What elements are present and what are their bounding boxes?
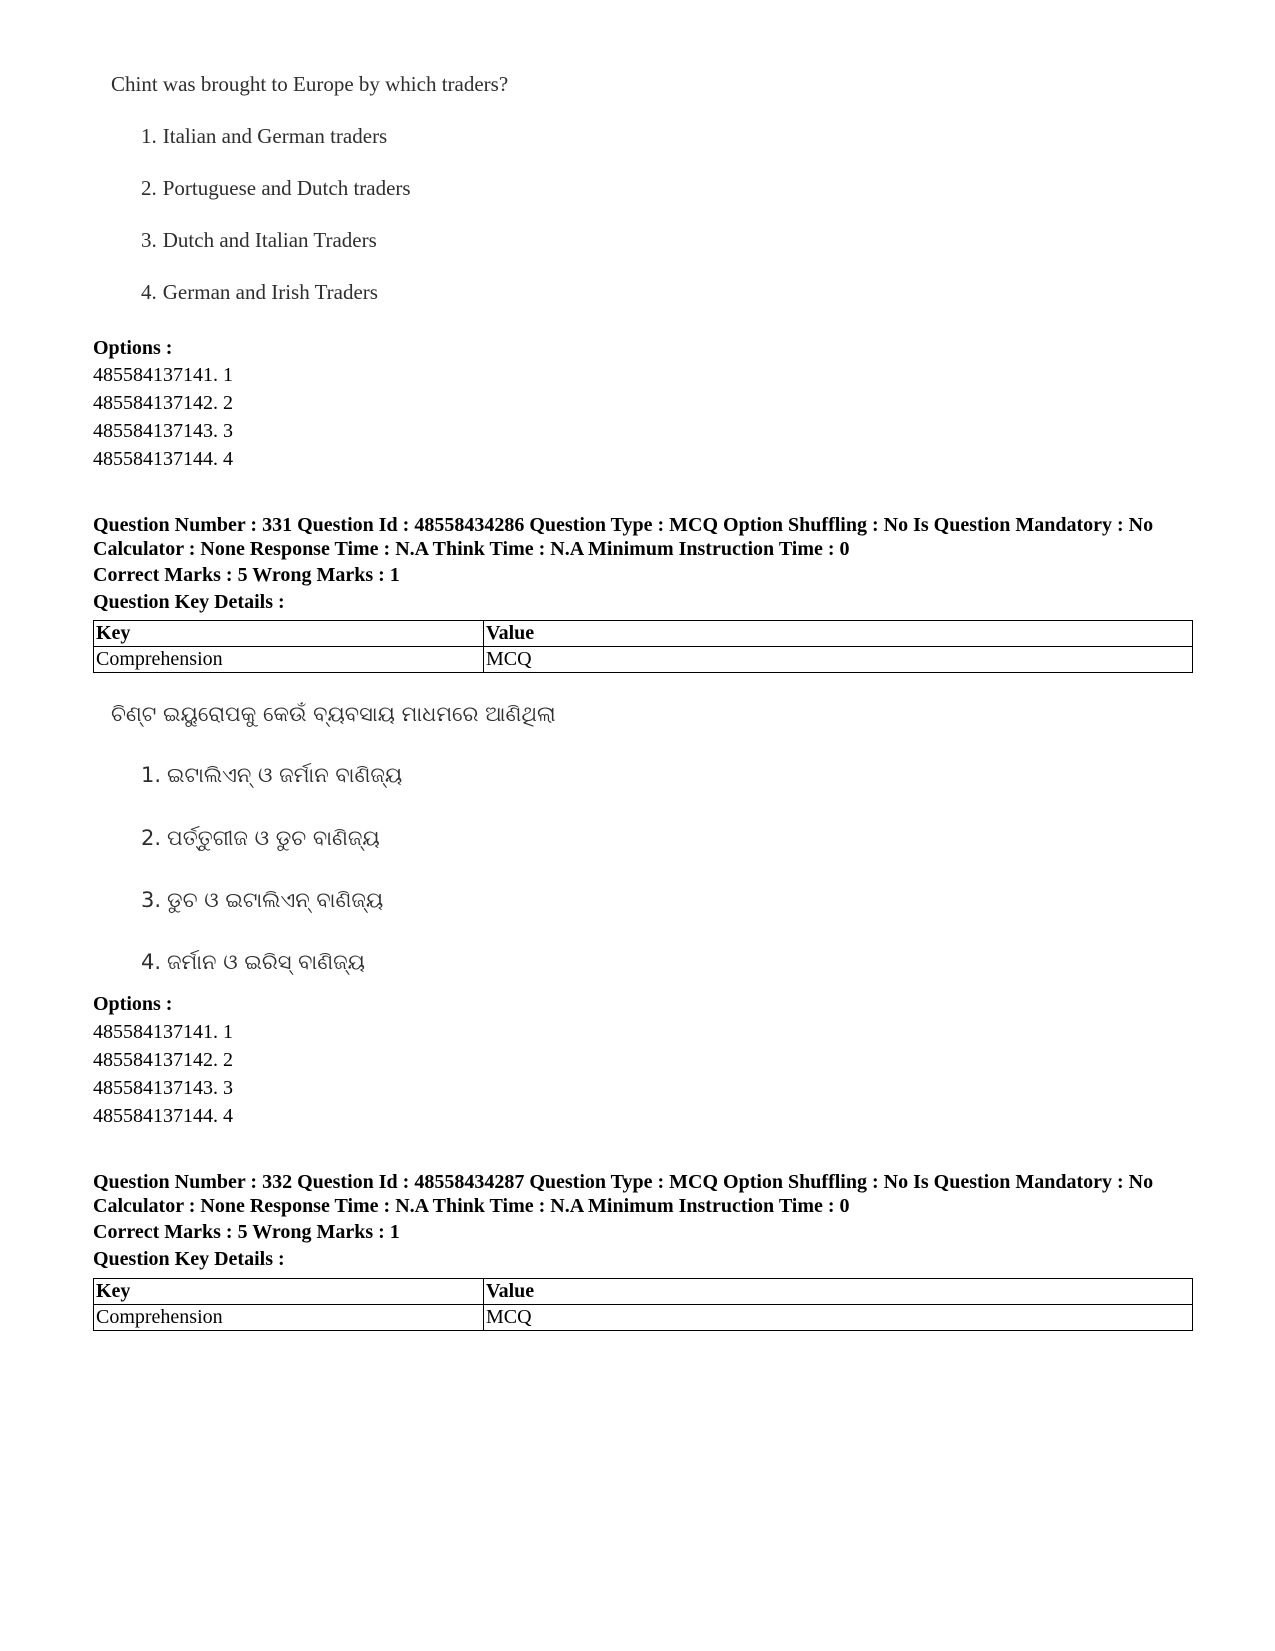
options-label: Options : <box>93 993 173 1015</box>
choice-number: 1. <box>141 763 162 787</box>
choice-number: 3. <box>141 228 157 252</box>
question-choice-3 <box>141 228 377 253</box>
question-prompt: Chint was brought to Europe by which traders? <box>111 72 509 96</box>
table-cell-key: Comprehension <box>94 647 484 673</box>
choice-text: ପର୍ତ୍ତୁଗୀଜ ଓ ଡୁଚ ବାଣିଜ୍ୟ <box>167 826 380 850</box>
options-label: Options : <box>93 337 173 359</box>
table-header-key: Key <box>94 621 484 647</box>
choice-text: Portuguese and Dutch traders <box>162 176 411 200</box>
question-key-details-label-332: Question Key Details : <box>93 1248 285 1270</box>
choice-number: 4. <box>141 950 162 974</box>
option-row: 485584137141. 1 <box>93 364 233 386</box>
option-row: 485584137143. 3 <box>93 1077 233 1099</box>
option-row: 485584137144. 4 <box>93 1105 233 1127</box>
question-choice-4 <box>141 280 378 305</box>
question-image-odia <box>93 700 793 990</box>
question-marks-332: Correct Marks : 5 Wrong Marks : 1 <box>93 1221 400 1243</box>
question-meta-331: Question Number : 331 Question Id : 48558434286 Question Type : MCQ Option Shuffling : No Is Question Mandatory : No Calculator : None Response Time : N.A Think Time : N.A Minimum Instruction Time : 0 <box>93 514 1154 560</box>
choice-number: 3. <box>141 888 162 912</box>
question-key-details-label-331: Question Key Details : <box>93 591 285 613</box>
option-row: 485584137144. 4 <box>93 448 233 470</box>
option-row: 485584137142. 2 <box>93 1049 233 1071</box>
key-table-332 <box>93 1278 1193 1331</box>
question-choice-4 <box>141 950 365 975</box>
table-cell-value: MCQ <box>484 1305 1193 1331</box>
choice-number: 2. <box>141 826 162 850</box>
question-choice-1 <box>141 763 402 788</box>
question-choice-2 <box>141 826 380 851</box>
option-row: 485584137143. 3 <box>93 420 233 442</box>
table-header-key: Key <box>94 1279 484 1305</box>
choice-text: ଡୁଚ ଓ ଇଟାଲିଏନ୍ ବାଣିଜ୍ୟ <box>167 888 384 912</box>
key-table-331 <box>93 620 1193 673</box>
question-marks-331: Correct Marks : 5 Wrong Marks : 1 <box>93 564 400 586</box>
table-header-row <box>94 621 1193 647</box>
table-header-value: Value <box>484 1279 1193 1305</box>
table-header-value: Value <box>484 621 1193 647</box>
choice-text: Italian and German traders <box>162 124 388 148</box>
table-header-row <box>94 1279 1193 1305</box>
choice-number: 2. <box>141 176 157 200</box>
choice-text: ଇଟାଲିଏନ୍ ଓ ଜର୍ମାନ ବାଣିଜ୍ୟ <box>167 763 403 787</box>
question-choice-1 <box>141 124 387 149</box>
question-choice-2 <box>141 176 411 201</box>
question-prompt: ଚିଣ୍ଟ ଇୟୁରୋପକୁ କେଉଁ ବ୍ୟବସାୟ ମାଧମରେ ଆଣିଥିଲା <box>111 702 556 726</box>
option-row: 485584137142. 2 <box>93 392 233 414</box>
table-cell-value: MCQ <box>484 647 1193 673</box>
choice-text: Dutch and Italian Traders <box>162 228 377 252</box>
question-image-english <box>93 70 793 320</box>
option-row: 485584137141. 1 <box>93 1021 233 1043</box>
choice-number: 4. <box>141 280 157 304</box>
table-row <box>94 647 1193 673</box>
choice-text: German and Irish Traders <box>162 280 378 304</box>
table-row <box>94 1305 1193 1331</box>
question-choice-3 <box>141 888 383 913</box>
choice-text: ଜର୍ମାନ ଓ ଇରିସ୍ ବାଣିଜ୍ୟ <box>167 950 365 974</box>
question-meta-332: Question Number : 332 Question Id : 48558434287 Question Type : MCQ Option Shuffling : No Is Question Mandatory : No Calculator : None Response Time : N.A Think Time : N.A Minimum Instruction Time : 0 <box>93 1171 1154 1217</box>
choice-number: 1. <box>141 124 157 148</box>
table-cell-key: Comprehension <box>94 1305 484 1331</box>
